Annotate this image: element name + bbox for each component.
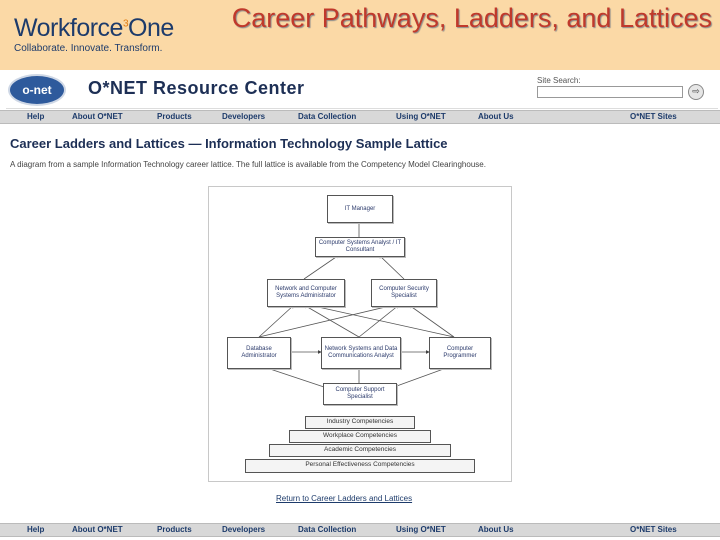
nav-about-us[interactable]: About Us (478, 112, 514, 121)
nav-help[interactable]: Help (27, 112, 45, 121)
slide-title: Career Pathways, Ladders, and Lattices (231, 3, 712, 33)
nav-using-onet[interactable]: Using O*NET (396, 525, 446, 534)
search-input[interactable] (537, 86, 683, 98)
nav-using-onet[interactable]: Using O*NET (396, 112, 446, 121)
nav-about-onet[interactable]: About O*NET (72, 525, 123, 534)
nav-products[interactable]: Products (157, 525, 192, 534)
lattice-node: Database Administrator (227, 337, 291, 369)
nav-products[interactable]: Products (157, 112, 192, 121)
lattice-node: Computer Security Specialist (371, 279, 437, 307)
site-title: O*NET Resource Center (88, 78, 305, 98)
nav-onet-sites[interactable]: O*NET Sites (630, 112, 677, 121)
return-link[interactable]: Return to Career Ladders and Lattices (276, 494, 413, 503)
lattice-node: Network Systems and Data Communications Analyst (321, 337, 401, 369)
lattice-node: IT Manager (327, 195, 393, 223)
logo-suffix: One (128, 14, 174, 42)
lattice-node: Network and Computer Systems Administrator (267, 279, 345, 307)
logo-tagline: Collaborate. Innovate. Transform. (14, 43, 163, 54)
nav-data-collection[interactable]: Data Collection (298, 525, 357, 534)
nav-onet-sites[interactable]: O*NET Sites (630, 525, 677, 534)
onet-logo[interactable]: o-net (8, 74, 66, 106)
lattice-node: Computer Programmer (429, 337, 491, 369)
nav-developers[interactable]: Developers (222, 525, 266, 534)
logo-mark: 3 (122, 18, 129, 30)
page-description: A diagram from a sample Information Technology career lattice. The full lattice is available from the Competency Model Clearinghouse. (10, 160, 486, 169)
nav-help[interactable]: Help (27, 525, 45, 534)
nav-data-collection[interactable]: Data Collection (298, 112, 357, 121)
top-nav (0, 110, 720, 124)
go-icon[interactable]: ⇨ (688, 84, 704, 100)
competency-tier: Workplace Competencies (289, 430, 431, 443)
competency-tier: Academic Competencies (269, 444, 451, 457)
slide-banner (0, 0, 720, 70)
bottom-nav (0, 523, 720, 537)
career-lattice-diagram (208, 186, 512, 482)
nav-about-us[interactable]: About Us (478, 525, 514, 534)
workforce3one-logo (6, 10, 206, 54)
lattice-node: Computer Systems Analyst / IT Consultant (315, 237, 405, 257)
nav-about-onet[interactable]: About O*NET (72, 112, 123, 121)
competency-tier: Industry Competencies (305, 416, 415, 429)
nav-developers[interactable]: Developers (222, 112, 266, 121)
search-label: Site Search: (537, 76, 581, 85)
competency-tier: Personal Effectiveness Competencies (245, 459, 475, 473)
lattice-node: Computer Support Specialist (323, 383, 397, 405)
logo-name: Workforce (14, 14, 123, 42)
page-heading: Career Ladders and Lattices — Information Technology Sample Lattice (10, 136, 448, 151)
